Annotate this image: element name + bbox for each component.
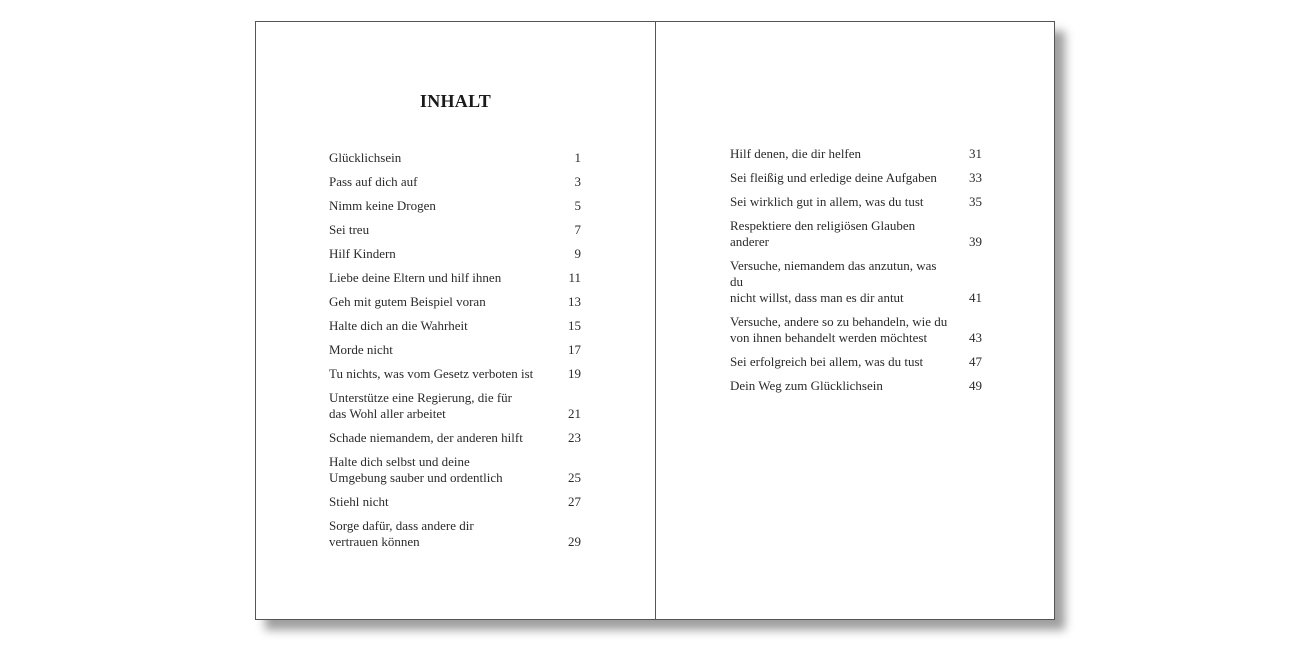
toc-entry-page-number: 33 — [969, 170, 982, 185]
toc-entry-title — [329, 342, 551, 358]
toc-entry — [329, 430, 581, 446]
toc-entry-page-number: 49 — [969, 378, 982, 393]
toc-entry-line: Versuche, niemandem das anzutun, was du — [730, 258, 937, 289]
toc-entry-line: Schade niemandem, der anderen hilft — [329, 430, 523, 445]
toc-entry-title — [329, 318, 551, 334]
toc-entry-line: Dein Weg zum Glücklichsein — [730, 378, 883, 393]
toc-entry-title — [329, 366, 551, 382]
toc-entry-line: Sei fleißig und erledige deine Aufgaben — [730, 170, 937, 185]
toc-entry — [329, 222, 581, 238]
toc-entry — [329, 198, 581, 214]
left-page — [256, 22, 655, 619]
toc-entry-page-number: 39 — [969, 234, 982, 249]
toc-entry-line: Sei treu — [329, 222, 370, 237]
toc-entry-line: Umgebung sauber und ordentlich — [329, 470, 503, 485]
toc-entry — [329, 270, 581, 286]
toc-entry — [730, 194, 982, 210]
toc-entry-line: von ihnen behandelt werden möchtest — [730, 330, 928, 345]
toc-entry — [329, 494, 581, 510]
toc-entry-line: Stiehl nicht — [329, 494, 389, 509]
toc-entry-line: Geh mit gutem Beispiel voran — [329, 294, 486, 309]
toc-entry-line: Morde nicht — [329, 342, 393, 357]
toc-entry-line: anderer — [730, 234, 769, 249]
toc-entry-page-number: 17 — [568, 342, 581, 357]
toc-entry — [730, 146, 982, 162]
toc-entry — [730, 314, 982, 346]
toc-entry-line: Sorge dafür, dass andere dir — [329, 518, 474, 533]
toc-entry-title — [329, 518, 551, 550]
toc-entry-title — [730, 354, 952, 370]
toc-entry-title — [329, 494, 551, 510]
toc-entry-page-number: 35 — [969, 194, 982, 209]
toc-entry — [329, 390, 581, 422]
toc-entry-line: Tu nichts, was vom Gesetz verboten ist — [329, 366, 534, 381]
toc-entry-title — [329, 270, 551, 286]
toc-entry-page-number: 9 — [574, 246, 581, 261]
toc-entry-line: Sei wirklich gut in allem, was du tust — [730, 194, 924, 209]
toc-entry-line: Halte dich an die Wahrheit — [329, 318, 468, 333]
toc-entry-page-number: 31 — [969, 146, 982, 161]
toc-entry-title — [730, 170, 952, 186]
toc-entry-line: Respektiere den religiösen Glauben — [730, 218, 916, 233]
toc-entry — [329, 174, 581, 190]
toc-entry — [730, 170, 982, 186]
toc-entry-line: Nimm keine Drogen — [329, 198, 436, 213]
toc-entry — [329, 318, 581, 334]
toc-entry-line: Halte dich selbst und deine — [329, 454, 470, 469]
toc-entry-title — [329, 198, 551, 214]
toc-entry — [329, 246, 581, 262]
toc-entry-line: Hilf denen, die dir helfen — [730, 146, 862, 161]
toc-entry-line: Versuche, andere so zu behandeln, wie du — [730, 314, 948, 329]
toc-entry-page-number: 5 — [574, 198, 581, 213]
toc-entry-line: vertrauen können — [329, 534, 420, 549]
toc-entry — [329, 518, 581, 550]
toc-entry-page-number: 11 — [568, 270, 581, 285]
toc-entry-page-number: 15 — [568, 318, 581, 333]
toc-entry — [329, 342, 581, 358]
toc-entry-title — [329, 174, 551, 190]
toc-entry-title — [329, 430, 551, 446]
toc-entry-line: das Wohl aller arbeitet — [329, 406, 446, 421]
toc-entry-title — [329, 390, 551, 422]
toc-entry-page-number: 7 — [574, 222, 581, 237]
toc-entry-page-number: 1 — [574, 150, 581, 165]
toc-entry-title — [730, 194, 952, 210]
toc-entry-line: Hilf Kindern — [329, 246, 396, 261]
toc-entry — [329, 454, 581, 486]
toc-title: INHALT — [419, 91, 492, 111]
toc-entry — [730, 258, 982, 306]
toc-entry-title — [329, 246, 551, 262]
toc-entry-title — [730, 218, 952, 250]
toc-entry — [329, 366, 581, 382]
toc-entry-title — [329, 222, 551, 238]
toc-entry-title — [730, 146, 952, 162]
toc-entry-page-number: 3 — [574, 174, 581, 189]
toc-entry — [329, 150, 581, 166]
toc-list-left — [329, 150, 581, 558]
toc-entry-line: Pass auf dich auf — [329, 174, 418, 189]
toc-entry-page-number: 23 — [568, 430, 581, 445]
toc-entry-page-number: 41 — [969, 290, 982, 305]
toc-entry — [730, 378, 982, 394]
toc-entry-page-number: 27 — [568, 494, 581, 509]
toc-entry-title — [329, 150, 551, 166]
toc-entry-line: Liebe deine Eltern und hilf ihnen — [329, 270, 502, 285]
toc-entry-title — [329, 294, 551, 310]
toc-entry — [329, 294, 581, 310]
toc-entry-page-number: 25 — [568, 470, 581, 485]
toc-entry-page-number: 13 — [568, 294, 581, 309]
toc-entry-title — [730, 314, 952, 346]
toc-entry — [730, 354, 982, 370]
toc-entry-title — [730, 258, 952, 306]
toc-entry-page-number: 21 — [568, 406, 581, 421]
toc-entry-page-number: 43 — [969, 330, 982, 345]
toc-entry — [730, 218, 982, 250]
toc-list-right — [730, 146, 982, 402]
toc-entry-line: Unterstütze eine Regierung, die für — [329, 390, 513, 405]
right-page — [656, 22, 1055, 619]
toc-entry-line: Sei erfolgreich bei allem, was du tust — [730, 354, 924, 369]
toc-entry-page-number: 47 — [969, 354, 982, 369]
toc-entry-page-number: 19 — [568, 366, 581, 381]
book-spread — [255, 21, 1055, 620]
toc-entry-title — [730, 378, 952, 394]
toc-entry-line: nicht willst, dass man es dir antut — [730, 290, 904, 305]
toc-entry-title — [329, 454, 551, 486]
toc-entry-page-number: 29 — [568, 534, 581, 549]
toc-entry-line: Glücklichsein — [329, 150, 402, 165]
